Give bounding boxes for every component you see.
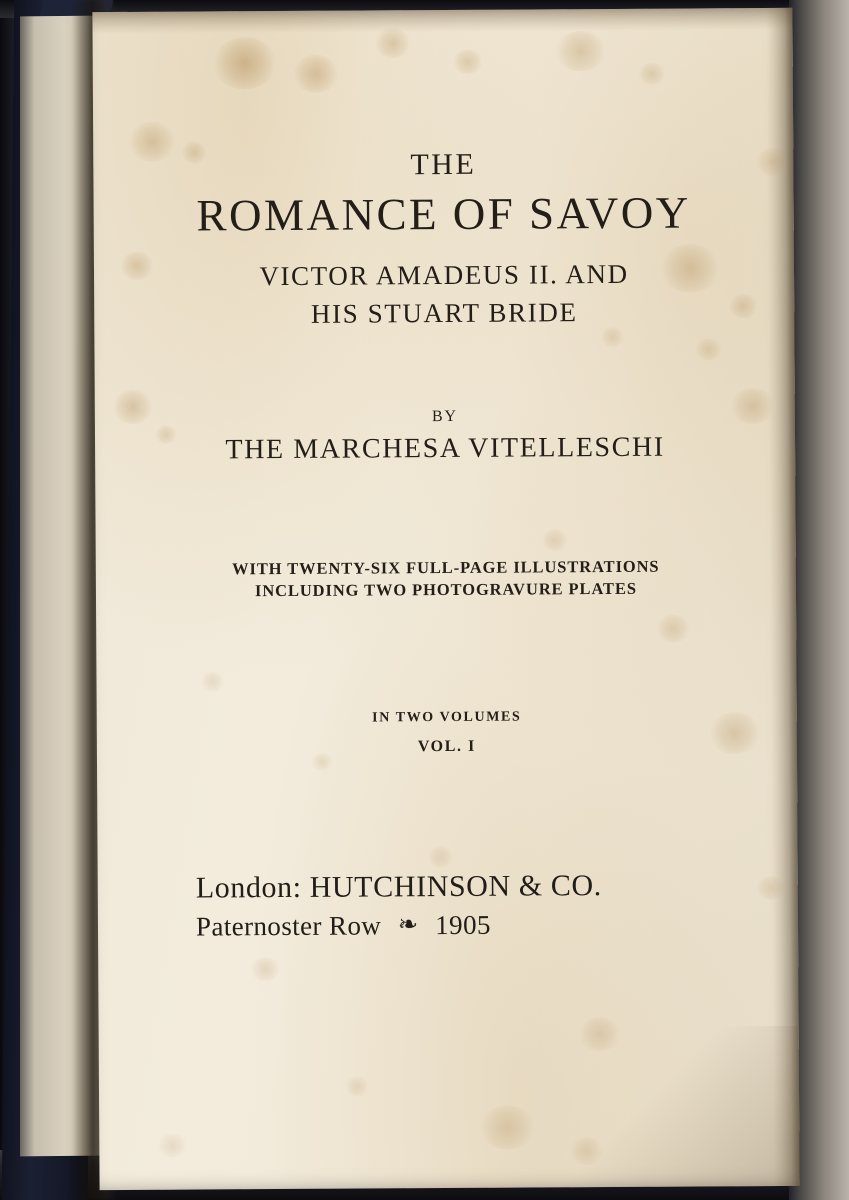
by-label: BY — [431, 407, 458, 426]
imprint-publisher: London: HUTCHINSON & CO. — [195, 869, 602, 905]
title-line-the: THE — [410, 147, 477, 182]
leaf-ornament-icon: ❧ — [397, 912, 419, 939]
imprint-street: Paternoster Row — [195, 910, 382, 942]
subtitle-line-2: HIS STUART BRIDE — [310, 297, 578, 329]
imprint-year: 1905 — [435, 909, 491, 941]
volumes-note: IN TWO VOLUMES — [372, 709, 522, 726]
imprint-address-row — [196, 908, 798, 943]
book-title: ROMANCE OF SAVOY — [196, 187, 691, 241]
illustration-note-line-1: WITH TWENTY-SIX FULL-PAGE ILLUSTRATIONS — [232, 556, 660, 579]
author-name: THE MARCHESA VITELLESCHI — [225, 431, 665, 466]
volume-number: VOL. I — [417, 737, 477, 756]
publisher-imprint — [98, 868, 798, 943]
title-page-text-block — [92, 8, 799, 1190]
page-corner-shadow — [559, 1026, 800, 1187]
illustration-note-line-2: INCLUDING TWO PHOTOGRAVURE PLATES — [254, 578, 637, 601]
title-page-leaf — [92, 8, 799, 1190]
subtitle-line-1: VICTOR AMADEUS II. AND — [259, 258, 629, 292]
